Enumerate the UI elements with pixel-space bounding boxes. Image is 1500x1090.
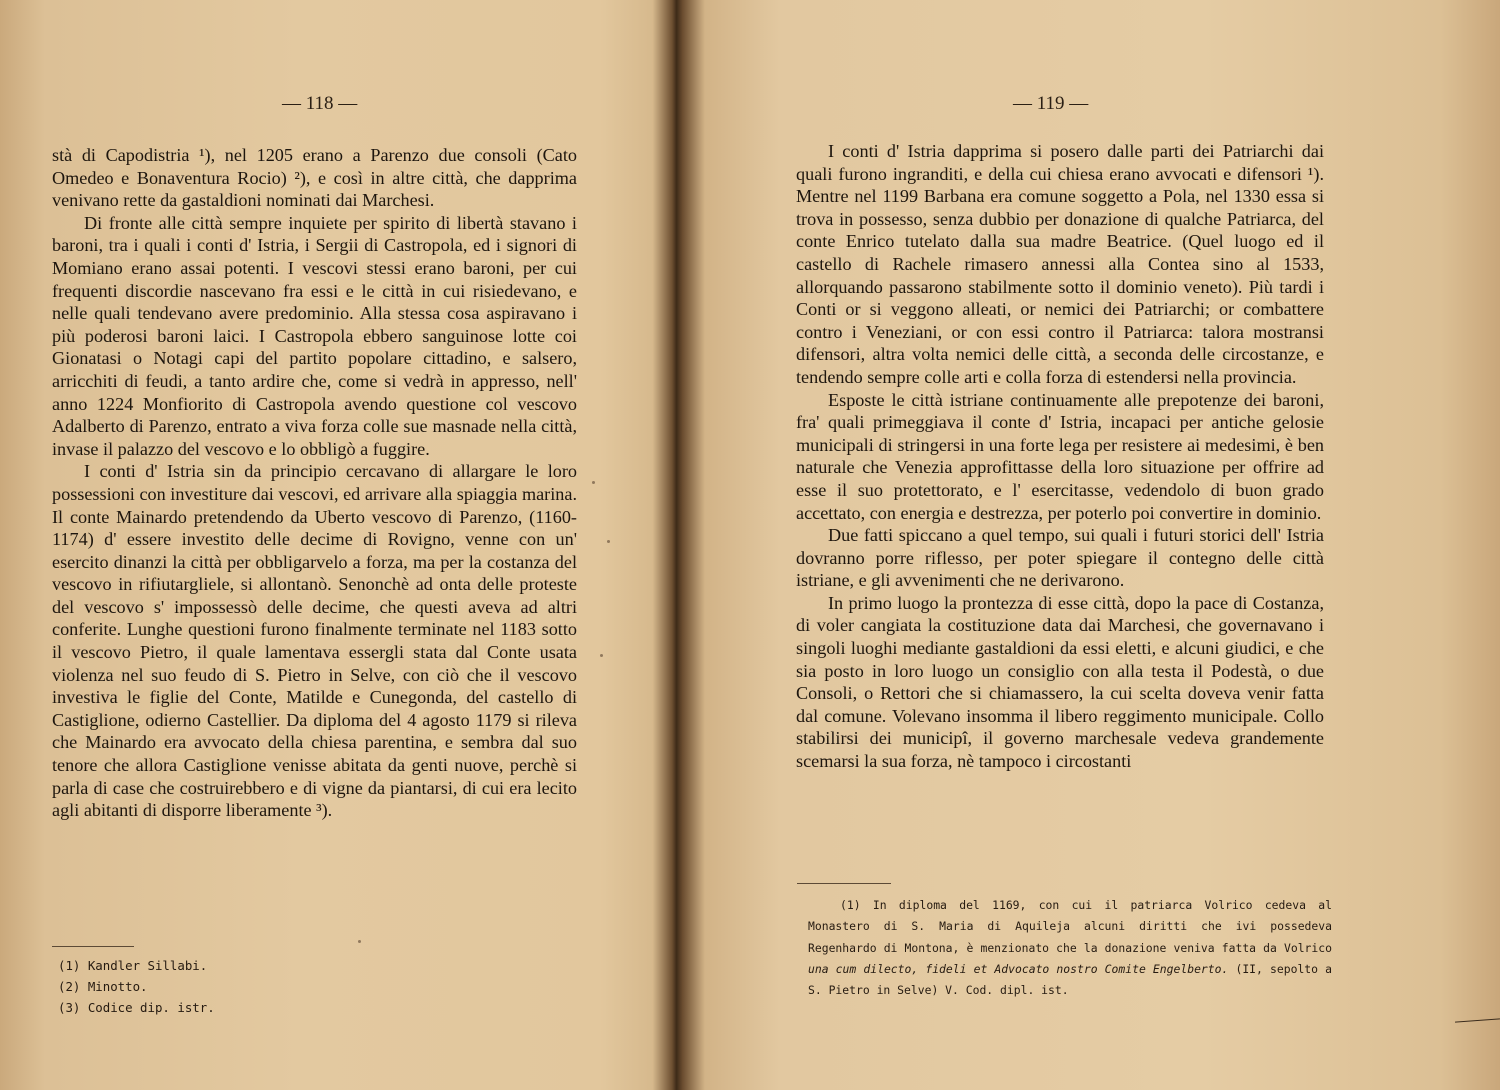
paragraph: I conti d' Istria sin da principio cercavano di allargare le loro possessioni con investiture dai vescovi, ed arrivare alla spiaggia marina. Il conte Mainardo pretendendo da Uberto vescovo di Parenzo, (1160-1174) d' essere investito delle decime di Rovigno, venne con un' esercito dinanzi la città per obbligarvelo a forza, ma per la costanza del vescovo in rifiutargliele, si allontanò. Senonchè ad onta delle proteste del vescovo s' impossessò delle decime, che questi aveva ad altri conferite. Lunghe questioni furono finalmente terminate nel 1183 sotto il vescovo Pietro, il quale lamentava essergli stata dal Conte usata violenza nel suo feudo di S. Pietro in Selve, con ciò che il vescovo investiva le figlie del Conte, Matilde e Cunegonda, del castello di Castiglione, odierno Castellier. Da diploma del 4 agosto 1179 si rileva che Mainardo era avvocato della chiesa parentina, e sembra dal suo tenore che allora Castiglione venisse abitata da genti nuove, perchè si parla di case che costruirebbero e di vigne da piantarsi, di cui era lecito agli abitanti di disporre liberamente ³). bbox=[52, 461, 577, 821]
paper-speck bbox=[600, 654, 603, 657]
left-page-body bbox=[52, 144, 577, 822]
paragraph: In primo luogo la prontezza di esse città, dopo la pace di Costanza, di voler cangiata la costituzione data dai Marchesi, che governavano i singoli luoghi mediante gastaldioni da essi eletti, e alcuni giudici, e che sia posto in loro luogo un consiglio con alla testa il Podestà, o due Consoli, o Rettori che si chiamassero, la cui scelta doveva venir fatta dal comune. Volevano insomma il libero reggimento municipale. Collo stabilirsi dei municipî, il governo marchesale vedeva grandemente scemarsi la sua forza, nè tampoco i circostanti bbox=[796, 592, 1324, 772]
left-page bbox=[0, 0, 672, 1090]
footnote-text: (II, sepolto a S. Pietro in Selve) V. Cod. dipl. ist. bbox=[808, 961, 1332, 998]
page-number-right: — 119 — bbox=[1013, 93, 1089, 114]
paper-speck bbox=[592, 481, 595, 484]
footnote-rule bbox=[797, 883, 891, 884]
right-footnote bbox=[808, 895, 1332, 1001]
left-footnotes bbox=[58, 955, 215, 1018]
paper-speck bbox=[607, 540, 610, 543]
page-number-left: — 118 — bbox=[282, 93, 358, 114]
paragraph: Esposte le città istriane continuamente alle prepotenze dei baroni, fra' quali primeggiava il conte d' Istria, incapaci per antiche gelosie municipali di stringersi in una forte lega per resistere ai medesimi, è ben naturale che Venezia approfittasse della loro situazione per offrire ad esse il suo protettorato, e l' esercitasse, vedendolo di buon grado accettato, con energia e destrezza, per poterlo poi convertire in dominio. bbox=[796, 389, 1324, 523]
footnote-rule bbox=[52, 946, 134, 947]
right-page bbox=[690, 0, 1500, 1090]
footnote: (1) Kandler Sillabi. bbox=[58, 958, 208, 973]
footnote-text: (1) In diploma del 1169, con cui il patriarca Volrico cedeva al Monastero di S. Maria di Aquileja alcuni diritti che ivi possedeva Regenhardo di Montona, è menzionato che la donazione veniva fatta da Volrico bbox=[808, 898, 1332, 955]
paper-speck bbox=[358, 940, 361, 943]
paragraph: Due fatti spiccano a quel tempo, sui quali i futuri storici dell' Istria dovranno porre riflesso, per poter spiegare il contegno delle città istriane, e gli avvenimenti che ne derivarono. bbox=[796, 525, 1324, 591]
paragraph: Di fronte alle città sempre inquiete per spirito di libertà stavano i baroni, tra i quali i conti d' Istria, i Sergii di Castropola, ed i signori di Momiano erano assai potenti. I vescovi stessi erano baroni, per cui frequenti discordie nascevano fra essi e le città in cui risiedevano, e nelle quali tendevano avere predominio. Alla stessa cosa aspiravano i più poderosi baroni laici. I Castropola ebbero sanguinose lotte coi Gionatasi o Notagi capi del partito popolare cittadino, e salsero, arricchiti di feudi, a tanto ardire che, come si vedrà in appresso, nell' anno 1224 Monfiorito di Castropola avendo questione col vescovo Adalberto di Parenzo, entrato a viva forza colle sue masnade nella città, invase il palazzo del vescovo e lo obbligò a fuggire. bbox=[52, 212, 577, 459]
paragraph: stà di Capodistria ¹), nel 1205 erano a Parenzo due consoli (Cato Omedeo e Bonaventura Rocio) ²), e così in altre città, che dapprima venivano rette da gastaldioni nominati dai Marchesi. bbox=[52, 145, 577, 211]
right-page-body bbox=[796, 140, 1324, 773]
footnote: (3) Codice dip. istr. bbox=[58, 1000, 215, 1015]
footnote-latin-quote: una cum dilecto, fideli et Advocato nostro Comite Engelberto. bbox=[808, 961, 1229, 976]
paragraph: I conti d' Istria dapprima si posero dalle parti dei Patriarchi dai quali furono ingranditi, e della cui chiesa erano avvocati e difensori ¹). Mentre nel 1199 Barbana era comune soggetto a Pola, nel 1330 essa si trova in possesso, senza dubbio per donazione di qualche Patriarca, del conte Enrico tutelato dalla sua madre Beatrice. (Quel luogo ed il castello di Rachele rimasero annessi alla Contea sino al 1533, allorquando passarono stabilmente sotto il dominio veneto). Più tardi i Conti or si veggono alleati, or nemici dei Patriarchi; or combattere contro i Veneziani, or con essi contro il Patriarca: talora mostransi difensori, altra volta nemici delle città, a seconda delle circostanze, e tendendo sempre colle arti e colla forza di estendersi nella provincia. bbox=[796, 141, 1324, 387]
footnote: (2) Minotto. bbox=[58, 979, 148, 994]
